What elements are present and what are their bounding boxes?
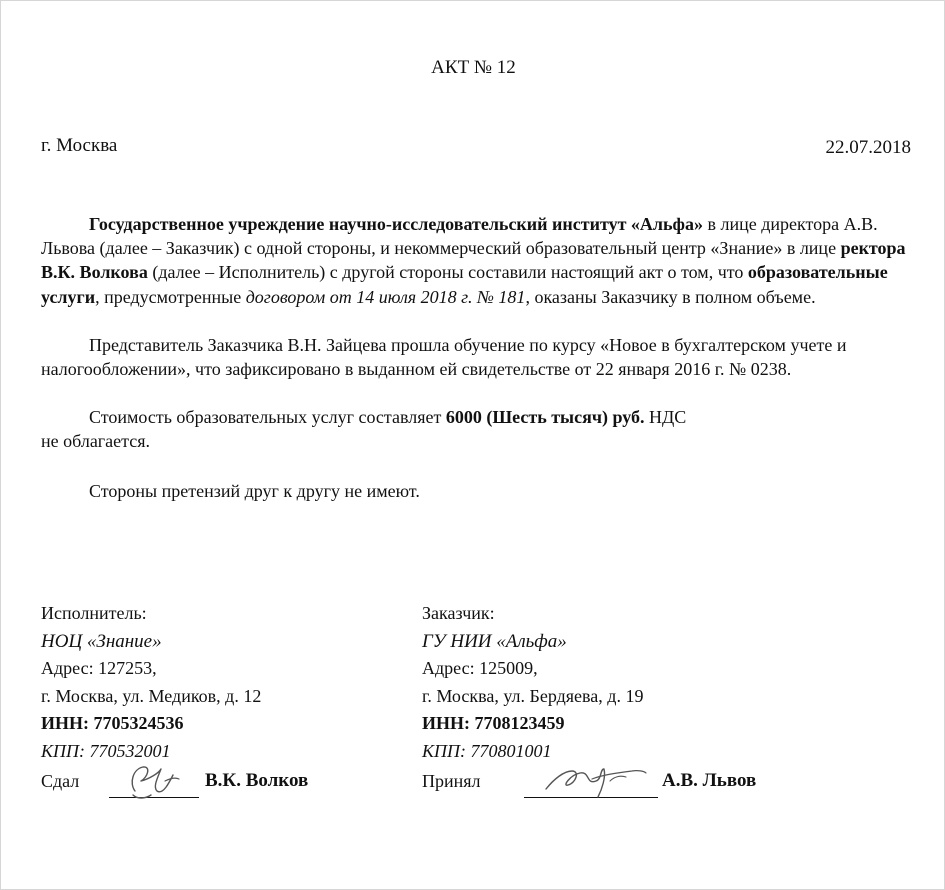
paragraph-cost (41, 405, 911, 453)
customer-inn: ИНН: 7708123459 (422, 713, 565, 733)
executor-signer-name: В.К. Волков (205, 770, 309, 791)
paragraph-text: (далее – Исполнитель) с другой стороны составили настоящий акт о том, что (147, 262, 748, 283)
customer-full-name: Государственное учреждение научно-исследовательский институт «Альфа» (89, 214, 704, 234)
cost-amount: 6000 (Шесть тысяч) руб. (445, 407, 645, 428)
customer-address-index: Адрес: 125009, (422, 658, 538, 678)
vat-line: не облагается. (41, 431, 151, 452)
customer-signer-name: А.В. Львов (662, 770, 757, 791)
executor-role: Исполнитель: (41, 603, 147, 623)
paragraph-parties (41, 212, 911, 309)
handwritten-signature-icon (121, 761, 191, 805)
customer-details (422, 600, 802, 765)
document-city: г. Москва (41, 135, 118, 156)
handwritten-signature-icon (540, 761, 650, 805)
paragraph-claims: Стороны претензий друг к другу не имеют. (89, 480, 420, 501)
executor-sign-label: Сдал (41, 771, 80, 791)
contract-reference: договором от 14 июля 2018 г. № 181 (245, 286, 526, 307)
customer-org: ГУ НИИ «Альфа» (422, 630, 567, 652)
document-title: АКТ № 12 (431, 57, 516, 78)
customer-address-street: г. Москва, ул. Бердяева, д. 19 (422, 685, 644, 706)
cost-line (41, 405, 911, 429)
customer-role: Заказчик: (422, 603, 495, 623)
executor-inn: ИНН: 7705324536 (41, 713, 184, 733)
paragraph-training: Представитель Заказчика В.Н. Зайцева прошла обучение по курсу «Новое в бухгалтерском учете и налогообложении», что зафиксировано в выданном ей свидетельстве от 22 января 2016 г. № 0238. (41, 334, 847, 380)
rector-name: ректора В.К. Волкова (41, 238, 906, 283)
customer-signature-row (422, 767, 842, 807)
paragraph-text: Стоимость образовательных услуг составляет (89, 407, 446, 428)
services-term: образовательные услуги (41, 262, 888, 307)
paragraph-text: , предусмотренные (95, 286, 246, 307)
executor-kpp: КПП: 770532001 (41, 740, 171, 761)
executor-org: НОЦ «Знание» (41, 630, 162, 652)
executor-address-index: Адрес: 127253, (41, 658, 157, 678)
paragraph-text: , оказаны Заказчику в полном объеме. (525, 286, 816, 307)
executor-details (41, 600, 401, 765)
customer-sign-label: Принял (422, 771, 481, 791)
document-body (41, 212, 911, 503)
document-date: 22.07.2018 (825, 137, 911, 158)
paragraph-text: в лице директора А.В. Львова (далее – Заказчик) с одной стороны, и некоммерческий образовательный центр «Знание» в лице (41, 214, 878, 259)
executor-address-street: г. Москва, ул. Медиков, д. 12 (41, 685, 262, 706)
customer-kpp: КПП: 770801001 (422, 740, 552, 761)
paragraph-text: НДС (644, 407, 687, 428)
executor-signature-row (41, 767, 401, 807)
